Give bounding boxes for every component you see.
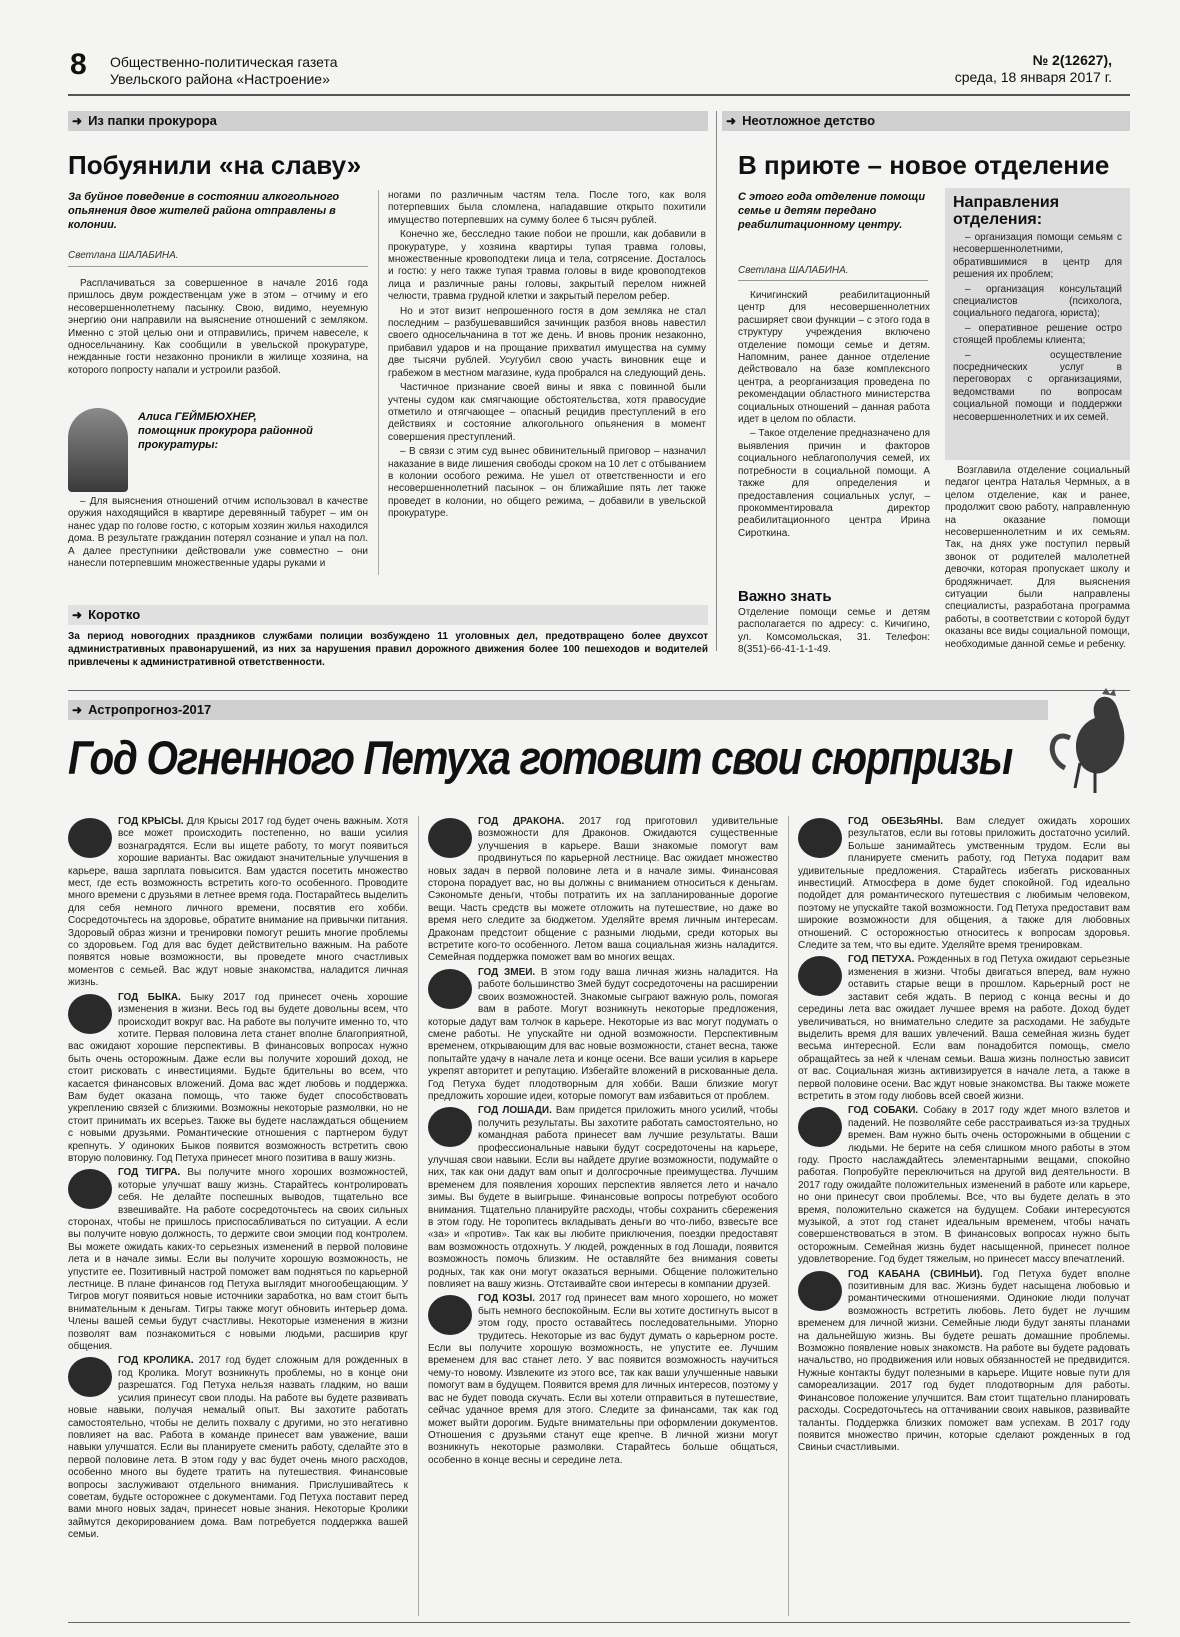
article-byline: Светлана ШАЛАБИНА. <box>68 250 179 261</box>
article-body-right <box>738 290 930 542</box>
sign-dog: ГОД СОБАКИ. Собаку в 2017 году ждет много взлетов и падений. Не позволяйте себе расстраиваться из-за трудных времен. Вам нужно быть очень осторожными в общении с людьми. Не берите на себя слишком много работы в этом году. Просто наслаждайтесь элементарными вещами, спокойно работая. Попробуйте переключиться на другой вид деятельности. В 2017 году ожидайте положительных изменений в работе или карьере, но они принесут свои проблемы. Все, что вы будете делать в это время, положительно скажется на будущем. Собаки интересуются музыкой, а этот год станет идеальным временем, чтобы начать совершенствоваться в этом. В финансовых вопросах нужно быть осторожным. Семейная жизнь будет насыщенной, принесет полное удовлетворение. Год будет тяжелым, но принесет массу впечатлений. <box>798 1105 1130 1266</box>
section-bar-prosecutor <box>68 111 708 131</box>
bottom-rule <box>68 1622 1130 1623</box>
section-label: Коротко <box>88 607 141 622</box>
sign-snake: ГОД ЗМЕИ. В этом году ваша личная жизнь наладится. На работе большинство Змей будут сосредоточены на расширении своих возможностей. Знакомые сыграют важную роль, помогая вам в работе. Могут возникнуть некоторые предложения, которые дадут вам толчок в карьере. Некоторые из вас могут подумать о смене работы. Не упускайте ни одной возможности. Перспективным временем, открывающим для вас новые возможности, станет весна, также попытайте удачу в начале лета и конце осени. Все ваши усилия в карьере укрепят авторитет и репутацию. Избегайте вложений в рискованные дела. Год Петуха будет плодотворным для хобби. Ваши близкие могут предложить хорошие идеи, которые помогут вам избавиться от проблем. <box>428 966 778 1102</box>
astro-title: Год Огненного Петуха готовит свои сюрпризы <box>68 731 1013 784</box>
issue-date: среда, 18 января 2017 г. <box>954 69 1112 85</box>
quote-author-role: помощник прокурора районной прокуратуры: <box>138 425 313 451</box>
monkey-icon <box>798 818 842 858</box>
article-byline: Светлана ШАЛАБИНА. <box>738 265 849 276</box>
section-bar-brief <box>68 605 708 625</box>
byline-rule <box>68 266 368 267</box>
header-rule <box>68 94 1130 96</box>
paper-name-line1: Общественно-политическая газета <box>110 54 338 70</box>
astro-col2 <box>428 816 778 1469</box>
section-divider <box>716 111 717 651</box>
ox-icon <box>68 994 112 1034</box>
paragraph: ногами по различным частям тела. После того, как воля потерпевших была сломлена, нападавшие открыто похитили имущество потерпевших на сумму более 6 тысяч рублей. <box>388 190 706 226</box>
astro-col3 <box>798 816 1130 1457</box>
quote-photo <box>68 408 128 492</box>
sign-horse: ГОД ЛОШАДИ. Вам придется приложить много усилий, чтобы получить результаты. Вы захотите работать самостоятельно, но командная работа принесет вам лучшие результаты. Ваши профессиональные навыки будут сосредоточены на карьере, улучшая свои навыки. Если вы найдете другие возможности, подумайте о них, так как они дадут вам опыт и долгосрочные преимущества. Лучшим временем для появления хороших перспектив является лето и начало зимы. Вы будете в выигрыше. Финансовые вопросы потребуют особого внимания. Тщательно планируйте расходы, чтобы сохранить сбережения в этом году. Не торопитесь вкладывать деньги во что-либо, взвесьте все «за» и «против». Так как вы любите приключения, поездки предоставят вам возможность отдохнуть. У людей, рожденных в год Лошади, появится возможность помочь близким. Не оставляйте без внимания советы родных, так как они могут оказаться верными. Общение положительно повлияет на вашу жизнь. Отстаивайте свои интересы в компании друзей. <box>428 1105 778 1291</box>
article-body-right-col2 <box>945 465 1130 653</box>
paragraph: Возглавила отделение социальный педагог центра Наталья Чермных, а в целом отделение, как и ранее, продолжит свою работу, направленную на оказание помощи несовершеннолетним и их семьям. Так, на днях уже поступил первый звонок от родителей малолетней девочки, которая пропускает школу и бродяжничает. Для выяснения ситуации были направлены специалисты, разработана программа работы, в соответствии с которой будут оказаны все виды социальной помощи, необходимые данной семье и ребенку. <box>945 465 1130 650</box>
section-label: Астропрогноз-2017 <box>88 702 212 717</box>
important-text: Отделение помощи семье и детям располагается по адресу: с. Кичигино, ул. Комсомольская, 31. Телефон: 8(351)-66-41-1-1-49. <box>738 607 930 656</box>
paragraph: Но и этот визит непрошенного гостя в дом земляка не стал последним – разбушевавшийся зачинщик разбоя вновь навестил своего односельчанина в тот же день. И вновь проник незаконно, прибавил ударов и на прощание прихватил имущества на сумму две тысячи рублей. Усугубил свою участь виновник еще и грабежом в местном магазине, куда пробрался на следующий день. <box>388 305 706 379</box>
paragraph: – Для выяснения отношений отчим использовал в качестве оружия находящийся в квартире деревянный табурет – им он нанес удар по голове гостю, с которым хозяин жилья находился дома. В результате гражданин потерял сознание и упал на пол. А далее преступники действовали уже совместно – они нанесли потерпевшим множественные удары руками и <box>68 496 368 570</box>
section-label: Из папки прокурора <box>88 113 217 128</box>
directions-box <box>945 188 1130 460</box>
pig-icon <box>798 1271 842 1311</box>
column-divider <box>378 190 379 575</box>
important-box <box>738 588 930 657</box>
sign-rabbit: ГОД КРОЛИКА. 2017 год будет сложным для рожденных в год Кролика. Могут возникнуть проблемы, но в конце они разрешатся. Год Петуха нельзя назвать гладким, но ваши усилия принесут свои плоды. На работе вы будете развивать новые навыки, получая немалый опыт. Вы захотите работать самостоятельно, чтобы не делить похвалу с другими, но это негативно повлияет на вас. Работа в команде принесет вам уважение, ваши навыки улучшатся. Если вы планируете сменить работу, сделайте это в первой половине лета. В этом году у вас будет очень много расходов, особенно много вы будете тратить на путешествия. Финансовые вопросы заслуживают отдельного внимания. Прислушивайтесь к советам, будьте осторожнее с документами. Год Петуха поставит перед вами много новых задач, принесет новые знания. Некоторые Кролики займутся декорированием дома. Вам потребуется поддержка вашей семьи. <box>68 1355 408 1541</box>
arrow-icon: ➜ <box>72 114 83 128</box>
astro-top-rule <box>68 690 1130 691</box>
arrow-icon: ➜ <box>726 114 737 128</box>
brief-text: За период новогодних праздников службами полиции возбуждено 11 уголовных дел, предотвращено более двухсот административных правонарушений, из них за нарушения правил дорожного движения более 100 пешеходов и водителей привлечены к административной ответственности. <box>68 631 708 668</box>
arrow-icon: ➜ <box>72 608 83 622</box>
list-item: – осуществление посреднических услуг в переговорах с организациями, ведомствами по вопросам социальной помощи и поддержки несовершеннолетних и их семей. <box>953 349 1122 423</box>
directions-box-title: Направления отделения: <box>953 194 1060 228</box>
paragraph: Кичигинский реабилитационный центр для несовершеннолетних расширяет свои функции – с этого года в структуру учреждения включено отделение помощи семье и детям. Напомним, ранее данное отделение действовало на базе комплексного центра, а реорганизация проведена по рекомендации областного министерства социальных отношений – данная работа идет в целом по области. <box>738 290 930 426</box>
list-item: – оперативное решение остро стоящей проблемы клиента; <box>953 322 1122 347</box>
list-item: – организация консультаций специалистов (психолога, социального педагога, юриста); <box>953 283 1122 320</box>
sign-tiger: ГОД ТИГРА. Вы получите много хороших возможностей, которые улучшат вашу жизнь. Старайтесь контролировать себя. Не делайте поспешных выводов, тщательно все взвешивайте. На работе сосредоточьтесь на своих сильных сторонах, чтобы не пришлось приспосабливаться по ситуации. А если вы получите новую должность, то держите свои эмоции под контролем. Вы можете ожидать каких-то серьезных изменений в первой половине лета и в начале зимы. Если вы получите хорошую возможность, не упустите ее. Позитивный настрой поможет вам подняться по карьерной лестнице. В плане финансов год Петуха выглядит многообещающим. У Тигров могут появиться новые источники заработка, но вам стоит быть внимательным к деньгам. Тигры также могут обновить интерьер дома. Члены вашей семьи будут счастливы. Некоторые изменения в жизни позволят вам познакомиться с новыми людьми, расширив круг общения. <box>68 1167 409 1353</box>
dragon-icon <box>428 818 472 858</box>
paragraph: Расплачиваться за совершенное в начале 2016 года пришлось двум рождественцам уже в этом – отчиму и его несовершеннолетнему пасынку. Свою, видимо, неуемную энергию они направили на выяснение отношений с земляком. Именно с этой целью они и отправились, причем навеселе, к односельчанину. Как сообщили в увельской прокуратуре, нежданные гости незаконно проникли в жилище хозяина, на которого попросту напали и устроили разбой. <box>68 278 368 376</box>
quote-author <box>138 410 368 452</box>
paragraph: – В связи с этим суд вынес обвинительный приговор – назначил наказание в виде лишения свободы сроком на 10 лет с отбыванием в колонии особого режима. Не ушел от ответственности и его несовершеннолетний пасынок – он ближайшие пять лет также проведет в колонии, но общего режима, – добавили в увельской прокуратуре. <box>388 446 706 520</box>
directions-box-list <box>945 232 1130 424</box>
quote-author-name: Алиса ГЕЙМБЮХНЕР, <box>138 411 257 423</box>
issue-number: № 2(12627), <box>1032 52 1112 68</box>
byline-rule <box>738 280 928 281</box>
rat-icon <box>68 818 112 858</box>
paragraph: Частичное признание своей вины и явка с повинной были учтены судом как смягчающие обстоятельства, хотя правосудие отметило и отягчающее – опасный рецидив преступлений в его действиях и состояние алкогольного опьянения в момент совершения преступлений. <box>388 382 706 443</box>
astro-divider-1 <box>418 816 419 1616</box>
snake-icon <box>428 969 472 1009</box>
astro-divider-2 <box>788 816 789 1616</box>
issue-info <box>955 52 1112 86</box>
paper-name-line2: Увельского района «Настроение» <box>110 71 330 87</box>
section-bar-astro <box>68 700 1048 720</box>
article-lead: С этого года отделение помощи семье и детям передано реабилитационному центру. <box>738 191 926 231</box>
sign-ox: ГОД БЫКА. Быку 2017 год принесет очень хорошие изменения в жизни. Весь год вы будете довольны всем, что происходит вокруг вас. На работе вы получите именно то, что хотите. Первая половина лета станет вполне благоприятной, вас ожидают хорошие перспективы. В финансовых вопросах нужно быть очень осторожным. Даже если вы получите хороший доход, не стоит рисковать с инвестициями. Будьте бдительны во всем, что касается финансовых вложений. Дома вас ждет любовь и поддержка. Вам будет оказана помощь, что также будет способствовать укреплению связей с близкими. Возможны некоторые размолвки, но не стоит принимать их всерьез. Также вы будете наслаждаться общением с новыми друзьями. Романтические отношения с партнером будут крепнуть. У одиноких Быков появится возможность встретить свою вторую половинку. Год Петуха принесет много позитива в вашу жизнь. <box>68 991 408 1164</box>
article-title: Побуянили «на славу» <box>68 150 362 180</box>
astro-col1 <box>68 816 408 1544</box>
sign-rooster: ГОД ПЕТУХА. Рожденных в год Петуха ожидают серьезные изменения в жизни. Чтобы двигаться вперед, вам нужно оставить старые вещи в прошлом. Карьерный рост не заставит себя ждать. В период с конца весны и до середины лета вас ожидает лучшее время на работе. Доход будет увеличиваться, но внимательно следите за расходами. Не забудьте выделить время для ваших увлечений. Ваша семейная жизнь будет весьма интересной. Если вам понадобится помощь, смело обращайтесь за ней к членам семьи. Ваша жизнь полностью зависит от вас. Социальная жизнь активизируется в начале лета, а также в первой половине осени. Вас ждут новые знакомства. Вы также можете встретить в этом году любовь всей своей жизни. <box>798 954 1130 1102</box>
article-body-col1-quote <box>68 496 368 572</box>
article-body-col2 <box>388 190 706 523</box>
arrow-icon: ➜ <box>72 703 83 717</box>
sign-monkey: ГОД ОБЕЗЬЯНЫ. Вам следует ожидать хороших результатов, если вы готовы приложить достаточно усилий. Больше занимайтесь умственным трудом. Если вы планируете сменить работу, год Петуха подарит вам удивительные предложения. Старайтесь избегать рискованных инвестиций. Атмосфера в доме будет спокойной. Год идеально подойдет для романтического путешествия с любимым человеком, поэтому не упускайте такой возможности. Год Петуха предоставит вам широкие возможности для общения, а также для любовных отношений. С осторожностью относитесь к вопросам здоровья. Следите за тем, что вы едите. Уделяйте время тренировкам. <box>798 816 1130 952</box>
paragraph: – Такое отделение предназначено для выявления причин и факторов социального неблагополучия семей, их потребности в социальной помощи. А также для определения и предоставления социальных услуг, – прокомментировала директор реабилитационного центра Ирина Сироткина. <box>738 428 930 539</box>
article-body-col1 <box>68 278 368 379</box>
important-title: Важно знать <box>738 588 832 605</box>
paper-name <box>110 54 338 88</box>
list-item: – организация помощи семьям с несовершеннолетними, обратившимися в центр для решения их проблем; <box>953 232 1122 281</box>
sign-pig: ГОД КАБАНА (СВИНЬИ). Год Петуха будет вполне позитивным для вас. Жизнь будет насыщена любовью и романтическими отношениями. Одинокие люди получат возможность встретить любовь. Лето будет не лучшим временем для личной жизни. Семейные люди будут заняты планами на дальнейшую жизнь. Вы будете решать домашние проблемы. Возможно появление новых знакомств. На работе вы будете радовать начальство, но продвижения или новых обязанностей не предвидится. Нужные контакты будут полезными в карьере. Ищите новые пути для самореализации. 2017 год будет плодотворным для работы. Финансовое положение улучшится. Вам стоит тщательно планировать расходы. Сосредоточьтесь на оттачивании своих навыков, развивайте таланты. Поддержка близких поможет вам успехам. В 2017 году появится множество причин, которые сделают рожденных в год Свиньи счастливыми. <box>798 1268 1131 1454</box>
article-lead: За буйное поведение в состоянии алкогольного опьянения двое жителей района отправлены в колонии. <box>68 191 340 231</box>
page-number: 8 <box>70 48 87 81</box>
section-label: Неотложное детство <box>742 113 876 128</box>
sign-rat: ГОД КРЫСЫ. Для Крысы 2017 год будет очень важным. Хотя все может происходить постепенно, но ваши усилия вознаградятся. Если вы ищете работу, то могут появиться хорошие варианты. Вас ожидают значительные улучшения в карьере, ваша зарплата повысится. Вам удастся посетить множество мест, где есть возможность встретить кого-то особенного. Проводите много времени с друзьями в летнее время года. Постарайтесь выделить для себя немного личного времени, посвятив его хобби. Сосредоточьтесь на здоровье, обратите внимание на привычки питания. Здоровый образ жизни и тренировки помогут решить многие проблемы со здоровьем. Год для вас будет действительно важным. На работе появятся новые возможности, вы проведете много счастливых моментов с семьей. Вас ждут новые знакомства, наладится личная жизнь. <box>68 816 408 989</box>
sign-goat: ГОД КОЗЫ. 2017 год принесет вам много хорошего, но может быть немного беспокойным. Если вы хотите достигнуть высот в этом году, просто оставайтесь последовательными. Упорно трудитесь. Некоторые из вас будут думать о карьерном росте. Если вы получите хорошую возможность, не упустите ее. Лучшим временем для вас станет лето. У вас появится возможность научиться чему-то новому. Извлеките из этого все, так как ваши улучшенные навыки помогут вам в будущем. Появится время для личных интересов, поэтому у вас не будет повода скучать. Если вы хотели отправиться в путешествие, сейчас удачное время для этого. Следите за финансами, так как год может выйти дорогим. Будьте внимательны при оформлении документов. Отношения с друзьями станут еще крепче. В личной жизни могут возникнуть некоторые размолвки. Старайтесь больше общаться, особенно в конце весны и середине лета. <box>428 1293 779 1466</box>
paragraph: Конечно же, бесследно такие побои не прошли, как добавили в прокуратуре, у хозяина квартиры тупая травма головы, множественные кровоподтеки лица и тела, сотрясение. Досталось и гостю: у него также тупая травма головы в виде кровоподтеков лица и различные раны головы, закрытый перелом нижней челюсти, травма грудной клетки и закрытый перелом ребер. <box>388 229 706 303</box>
rooster-icon <box>1040 688 1130 798</box>
section-bar-childhood <box>722 111 1130 131</box>
sign-dragon: ГОД ДРАКОНА. 2017 год приготовил удивительные возможности для Драконов. Ожидаются существенные улучшения в карьере. Ваши знакомые помогут вам продвинуться по карьерной лестнице. Вас ожидает множество новых задач в первой половине лета и в начале зимы. Финансовая сторона порадует вас, но вы должны с вниманием относиться к деньгам. Сэкономьте деньги, чтобы потратить их на запланированные дорогие вещи. Часть средств вы можете отложить на путешествие, но даже во время него следите за бюджетом. Уделяйте время личным интересам. Драконам предстоит общение с разными людьми, среди которых вы встретите кого-то особенного. Летом ваша социальная жизнь наладится. Семейная поддержка поможет вам во многих вещах. <box>428 816 778 964</box>
article-title: В приюте – новое отделение <box>738 150 1110 180</box>
